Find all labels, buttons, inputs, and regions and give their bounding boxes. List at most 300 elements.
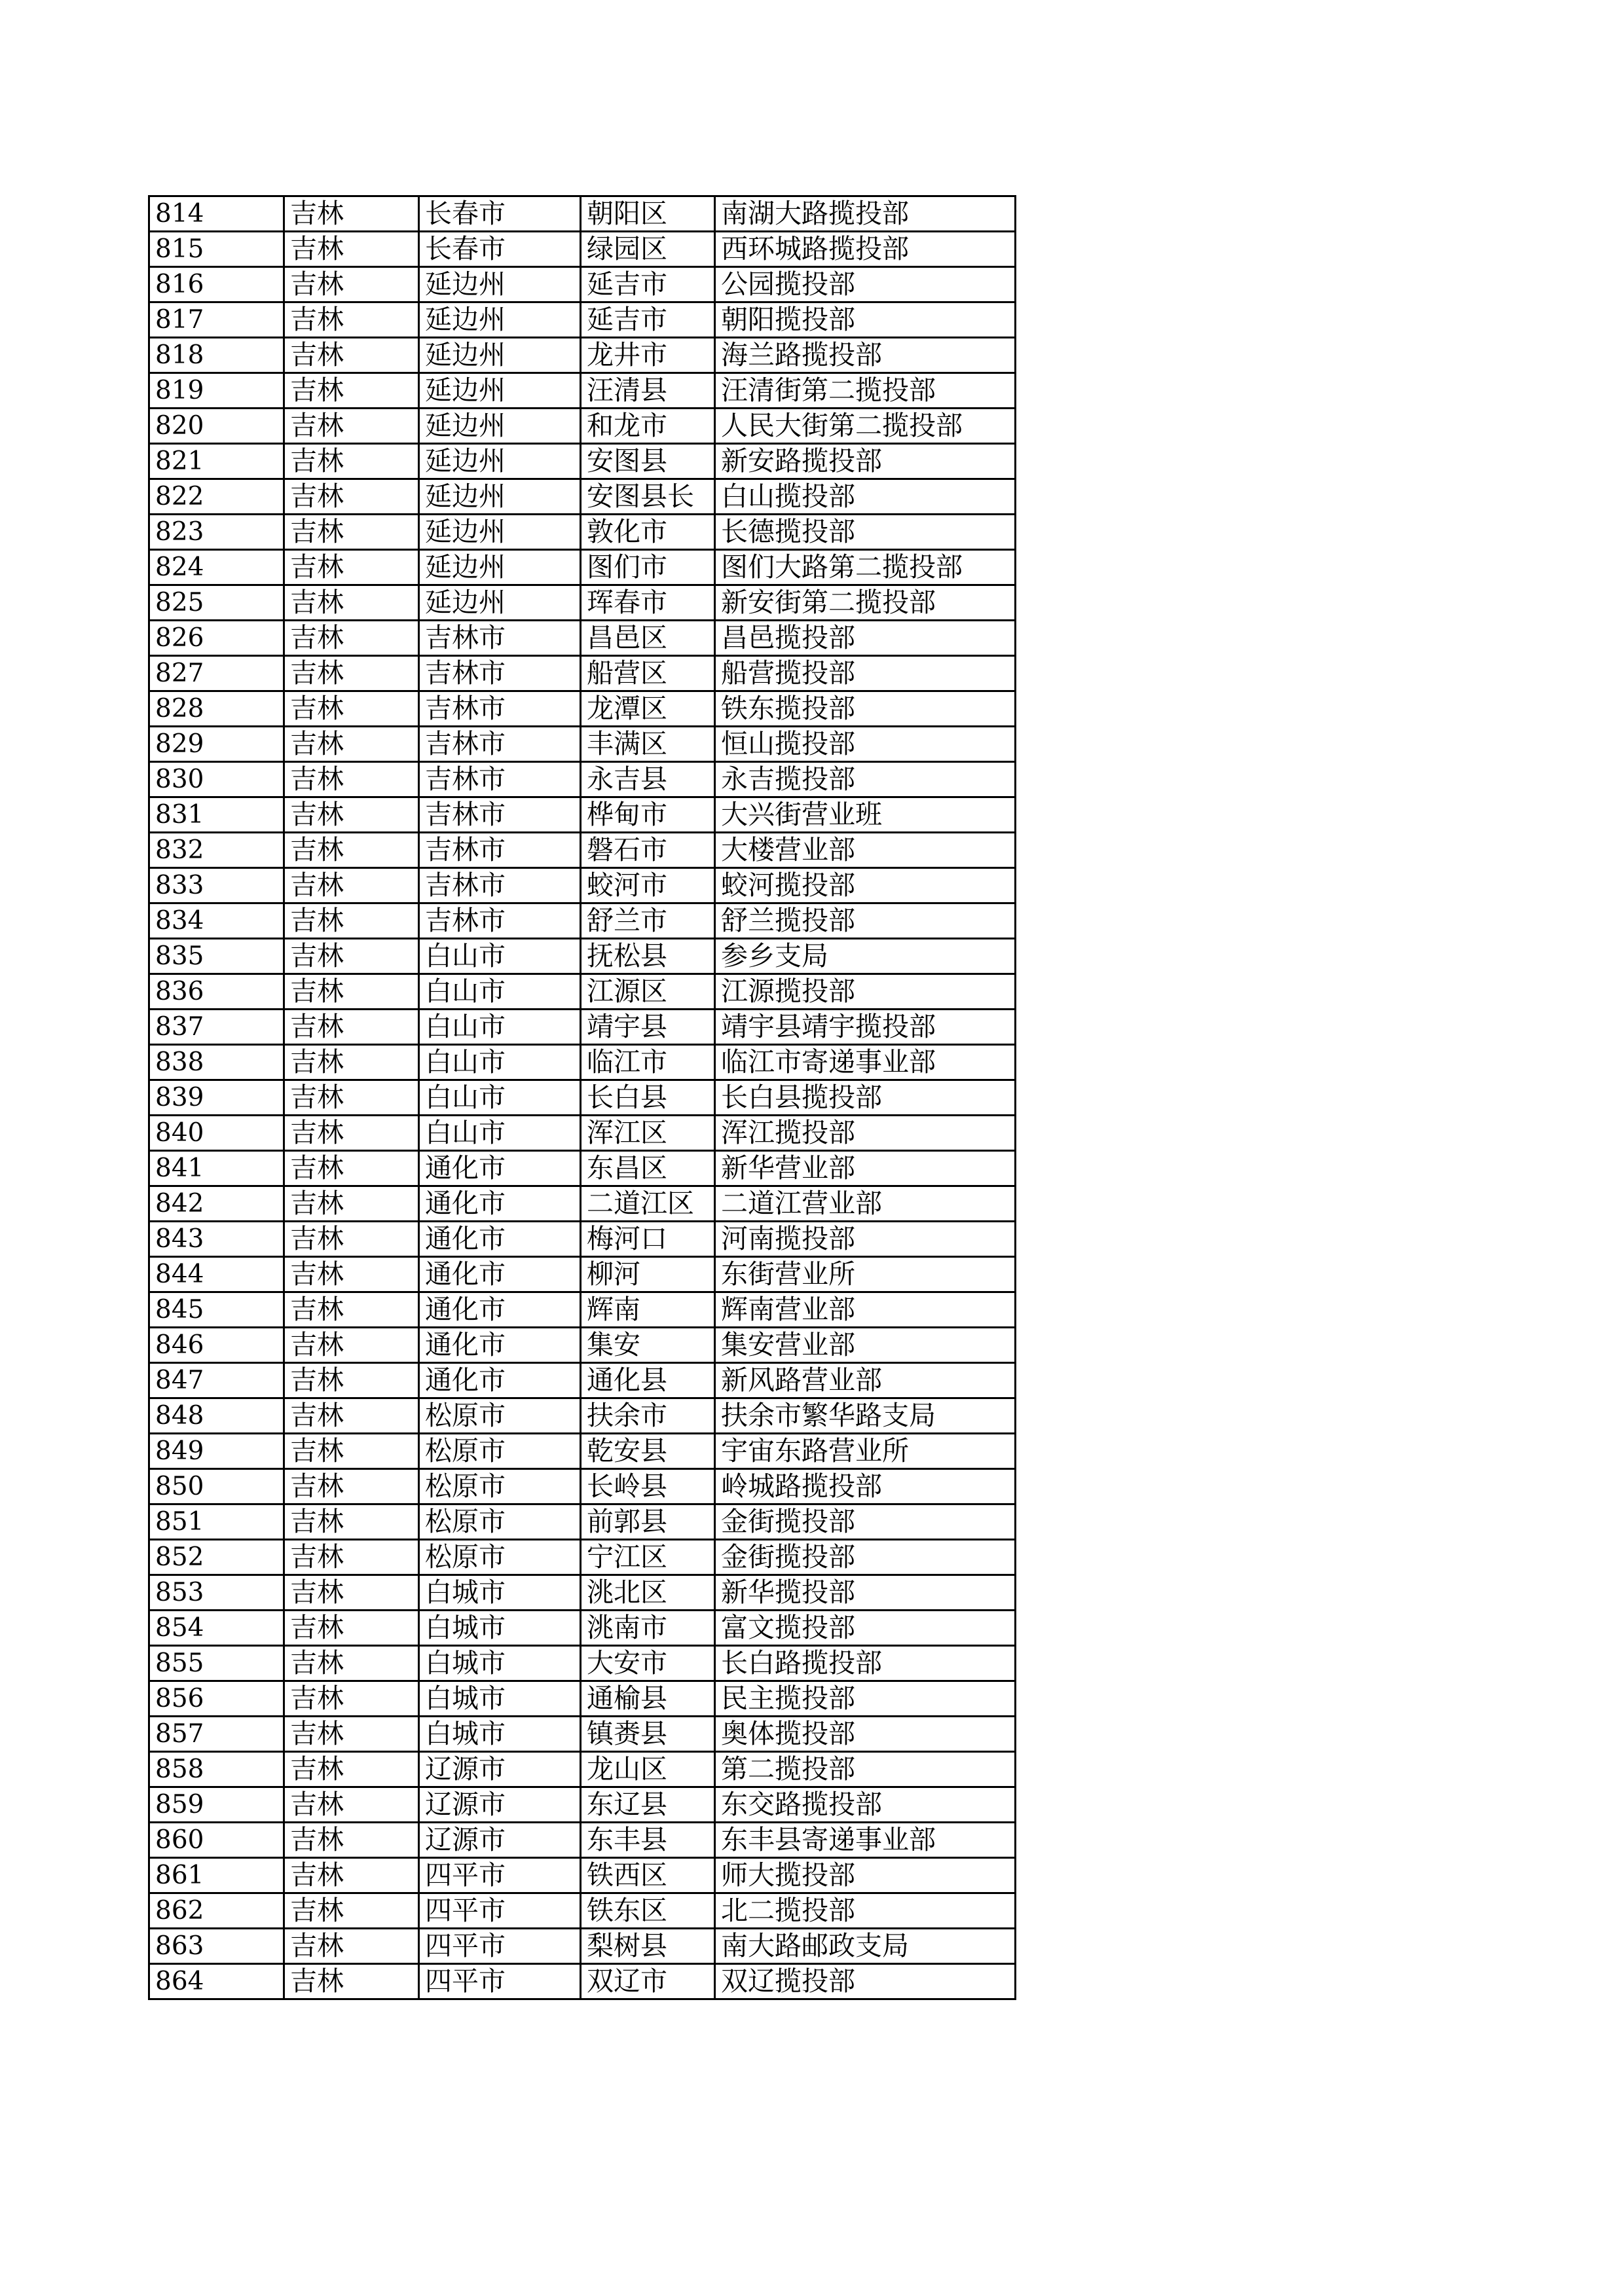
branch-name-cell: 临江市寄递事业部	[715, 1045, 1016, 1080]
row-number-cell: 836	[149, 974, 284, 1010]
district-cell: 浑江区	[581, 1116, 715, 1151]
province-cell: 吉林	[284, 903, 419, 939]
table-row	[149, 939, 1016, 974]
province-cell: 吉林	[284, 833, 419, 868]
branch-name-cell: 西环城路揽投部	[715, 232, 1016, 267]
city-cell: 四平市	[419, 1929, 581, 1964]
city-cell: 吉林市	[419, 727, 581, 762]
table-row	[149, 903, 1016, 939]
province-cell: 吉林	[284, 1469, 419, 1504]
district-cell: 铁东区	[581, 1893, 715, 1929]
province-cell: 吉林	[284, 1257, 419, 1292]
branch-name-cell: 人民大街第二揽投部	[715, 409, 1016, 444]
branch-name-cell: 海兰路揽投部	[715, 338, 1016, 373]
row-number-cell: 831	[149, 797, 284, 833]
city-cell: 延边州	[419, 373, 581, 409]
data-table	[148, 195, 1016, 2000]
row-number-cell: 852	[149, 1540, 284, 1575]
row-number-cell: 857	[149, 1717, 284, 1752]
district-cell: 临江市	[581, 1045, 715, 1080]
city-cell: 通化市	[419, 1292, 581, 1328]
branch-name-cell: 金街揽投部	[715, 1504, 1016, 1540]
province-cell: 吉林	[284, 1398, 419, 1434]
row-number-cell: 843	[149, 1222, 284, 1257]
city-cell: 吉林市	[419, 762, 581, 797]
district-cell: 双辽市	[581, 1964, 715, 1999]
row-number-cell: 841	[149, 1151, 284, 1186]
branch-name-cell: 白山揽投部	[715, 479, 1016, 515]
branch-name-cell: 大楼营业部	[715, 833, 1016, 868]
row-number-cell: 837	[149, 1010, 284, 1045]
branch-name-cell: 双辽揽投部	[715, 1964, 1016, 1999]
branch-name-cell: 公园揽投部	[715, 267, 1016, 302]
city-cell: 松原市	[419, 1398, 581, 1434]
district-cell: 敦化市	[581, 515, 715, 550]
row-number-cell: 815	[149, 232, 284, 267]
row-number-cell: 851	[149, 1504, 284, 1540]
district-cell: 梨树县	[581, 1929, 715, 1964]
city-cell: 通化市	[419, 1257, 581, 1292]
district-cell: 扶余市	[581, 1398, 715, 1434]
district-cell: 延吉市	[581, 302, 715, 338]
province-cell: 吉林	[284, 1964, 419, 1999]
district-cell: 东昌区	[581, 1151, 715, 1186]
table-row	[149, 373, 1016, 409]
branch-name-cell: 金街揽投部	[715, 1540, 1016, 1575]
province-cell: 吉林	[284, 1186, 419, 1222]
city-cell: 白城市	[419, 1611, 581, 1646]
row-number-cell: 848	[149, 1398, 284, 1434]
table-row	[149, 1823, 1016, 1858]
city-cell: 四平市	[419, 1964, 581, 1999]
city-cell: 白山市	[419, 1045, 581, 1080]
city-cell: 白山市	[419, 974, 581, 1010]
table-row	[149, 338, 1016, 373]
district-cell: 昌邑区	[581, 621, 715, 656]
province-cell: 吉林	[284, 1787, 419, 1823]
province-cell: 吉林	[284, 267, 419, 302]
district-cell: 磐石市	[581, 833, 715, 868]
district-cell: 东辽县	[581, 1787, 715, 1823]
branch-name-cell: 岭城路揽投部	[715, 1469, 1016, 1504]
table-row	[149, 479, 1016, 515]
province-cell: 吉林	[284, 409, 419, 444]
branch-name-cell: 汪清街第二揽投部	[715, 373, 1016, 409]
district-cell: 珲春市	[581, 585, 715, 621]
row-number-cell: 854	[149, 1611, 284, 1646]
city-cell: 延边州	[419, 338, 581, 373]
district-cell: 靖宇县	[581, 1010, 715, 1045]
row-number-cell: 824	[149, 550, 284, 585]
row-number-cell: 825	[149, 585, 284, 621]
city-cell: 延边州	[419, 550, 581, 585]
district-cell: 乾安县	[581, 1434, 715, 1469]
province-cell: 吉林	[284, 1823, 419, 1858]
province-cell: 吉林	[284, 585, 419, 621]
table-row	[149, 1186, 1016, 1222]
row-number-cell: 834	[149, 903, 284, 939]
branch-name-cell: 图们大路第二揽投部	[715, 550, 1016, 585]
province-cell: 吉林	[284, 1858, 419, 1893]
province-cell: 吉林	[284, 1929, 419, 1964]
table-row	[149, 1116, 1016, 1151]
table-row	[149, 1010, 1016, 1045]
table-row	[149, 302, 1016, 338]
district-cell: 辉南	[581, 1292, 715, 1328]
province-cell: 吉林	[284, 1363, 419, 1398]
province-cell: 吉林	[284, 1646, 419, 1681]
row-number-cell: 860	[149, 1823, 284, 1858]
table-row	[149, 1575, 1016, 1611]
district-cell: 江源区	[581, 974, 715, 1010]
district-cell: 通化县	[581, 1363, 715, 1398]
table-row	[149, 1045, 1016, 1080]
row-number-cell: 839	[149, 1080, 284, 1116]
city-cell: 白山市	[419, 939, 581, 974]
district-cell: 龙井市	[581, 338, 715, 373]
branch-name-cell: 南湖大路揽投部	[715, 196, 1016, 232]
row-number-cell: 833	[149, 868, 284, 903]
table-row	[149, 1080, 1016, 1116]
branch-name-cell: 舒兰揽投部	[715, 903, 1016, 939]
city-cell: 白城市	[419, 1717, 581, 1752]
province-cell: 吉林	[284, 1752, 419, 1787]
row-number-cell: 864	[149, 1964, 284, 1999]
province-cell: 吉林	[284, 515, 419, 550]
branch-name-cell: 新华营业部	[715, 1151, 1016, 1186]
province-cell: 吉林	[284, 444, 419, 479]
branch-name-cell: 船营揽投部	[715, 656, 1016, 691]
district-cell: 蛟河市	[581, 868, 715, 903]
branch-name-cell: 河南揽投部	[715, 1222, 1016, 1257]
province-cell: 吉林	[284, 797, 419, 833]
table-row	[149, 1858, 1016, 1893]
table-row	[149, 1398, 1016, 1434]
branch-name-cell: 辉南营业部	[715, 1292, 1016, 1328]
district-cell: 宁江区	[581, 1540, 715, 1575]
row-number-cell: 842	[149, 1186, 284, 1222]
row-number-cell: 855	[149, 1646, 284, 1681]
row-number-cell: 828	[149, 691, 284, 727]
branch-name-cell: 宇宙东路营业所	[715, 1434, 1016, 1469]
city-cell: 吉林市	[419, 903, 581, 939]
district-cell: 汪清县	[581, 373, 715, 409]
district-cell: 舒兰市	[581, 903, 715, 939]
row-number-cell: 823	[149, 515, 284, 550]
province-cell: 吉林	[284, 338, 419, 373]
branch-name-cell: 新安街第二揽投部	[715, 585, 1016, 621]
table-row	[149, 1611, 1016, 1646]
province-cell: 吉林	[284, 621, 419, 656]
district-cell: 长白县	[581, 1080, 715, 1116]
district-cell: 抚松县	[581, 939, 715, 974]
city-cell: 通化市	[419, 1363, 581, 1398]
city-cell: 通化市	[419, 1222, 581, 1257]
branch-name-cell: 富文揽投部	[715, 1611, 1016, 1646]
province-cell: 吉林	[284, 1328, 419, 1363]
table-row	[149, 1540, 1016, 1575]
city-cell: 白山市	[419, 1010, 581, 1045]
branch-name-cell: 师大揽投部	[715, 1858, 1016, 1893]
city-cell: 松原市	[419, 1504, 581, 1540]
branch-name-cell: 昌邑揽投部	[715, 621, 1016, 656]
row-number-cell: 818	[149, 338, 284, 373]
city-cell: 长春市	[419, 232, 581, 267]
row-number-cell: 820	[149, 409, 284, 444]
district-cell: 梅河口	[581, 1222, 715, 1257]
district-cell: 图们市	[581, 550, 715, 585]
table-row	[149, 196, 1016, 232]
city-cell: 四平市	[419, 1893, 581, 1929]
table-row	[149, 550, 1016, 585]
row-number-cell: 844	[149, 1257, 284, 1292]
row-number-cell: 847	[149, 1363, 284, 1398]
district-cell: 和龙市	[581, 409, 715, 444]
district-cell: 延吉市	[581, 267, 715, 302]
district-cell: 铁西区	[581, 1858, 715, 1893]
row-number-cell: 816	[149, 267, 284, 302]
branch-name-cell: 恒山揽投部	[715, 727, 1016, 762]
city-cell: 延边州	[419, 585, 581, 621]
table-row	[149, 1717, 1016, 1752]
branch-name-cell: 新风路营业部	[715, 1363, 1016, 1398]
city-cell: 通化市	[419, 1151, 581, 1186]
branch-name-cell: 东街营业所	[715, 1257, 1016, 1292]
city-cell: 吉林市	[419, 621, 581, 656]
province-cell: 吉林	[284, 373, 419, 409]
province-cell: 吉林	[284, 196, 419, 232]
province-cell: 吉林	[284, 1575, 419, 1611]
row-number-cell: 846	[149, 1328, 284, 1363]
row-number-cell: 850	[149, 1469, 284, 1504]
row-number-cell: 822	[149, 479, 284, 515]
province-cell: 吉林	[284, 727, 419, 762]
city-cell: 辽源市	[419, 1787, 581, 1823]
row-number-cell: 819	[149, 373, 284, 409]
city-cell: 延边州	[419, 267, 581, 302]
table-row	[149, 409, 1016, 444]
district-cell: 丰满区	[581, 727, 715, 762]
province-cell: 吉林	[284, 656, 419, 691]
city-cell: 白城市	[419, 1681, 581, 1717]
table-row	[149, 1929, 1016, 1964]
row-number-cell: 814	[149, 196, 284, 232]
city-cell: 吉林市	[419, 797, 581, 833]
district-cell: 柳河	[581, 1257, 715, 1292]
province-cell: 吉林	[284, 550, 419, 585]
district-cell: 安图县长	[581, 479, 715, 515]
table-row	[149, 868, 1016, 903]
province-cell: 吉林	[284, 1611, 419, 1646]
table-row	[149, 1257, 1016, 1292]
row-number-cell: 856	[149, 1681, 284, 1717]
row-number-cell: 835	[149, 939, 284, 974]
province-cell: 吉林	[284, 479, 419, 515]
district-cell: 朝阳区	[581, 196, 715, 232]
row-number-cell: 840	[149, 1116, 284, 1151]
branch-name-cell: 东丰县寄递事业部	[715, 1823, 1016, 1858]
row-number-cell: 830	[149, 762, 284, 797]
table-row	[149, 1646, 1016, 1681]
district-cell: 绿园区	[581, 232, 715, 267]
province-cell: 吉林	[284, 691, 419, 727]
branch-name-cell: 北二揽投部	[715, 1893, 1016, 1929]
branch-name-cell: 参乡支局	[715, 939, 1016, 974]
province-cell: 吉林	[284, 302, 419, 338]
branch-name-cell: 长白县揽投部	[715, 1080, 1016, 1116]
province-cell: 吉林	[284, 762, 419, 797]
row-number-cell: 863	[149, 1929, 284, 1964]
branch-name-cell: 东交路揽投部	[715, 1787, 1016, 1823]
table-row	[149, 797, 1016, 833]
branch-name-cell: 新安路揽投部	[715, 444, 1016, 479]
district-cell: 二道江区	[581, 1186, 715, 1222]
province-cell: 吉林	[284, 1151, 419, 1186]
branch-name-cell: 大兴街营业班	[715, 797, 1016, 833]
province-cell: 吉林	[284, 1893, 419, 1929]
table-row	[149, 515, 1016, 550]
branch-name-cell: 第二揽投部	[715, 1752, 1016, 1787]
row-number-cell: 827	[149, 656, 284, 691]
district-cell: 安图县	[581, 444, 715, 479]
province-cell: 吉林	[284, 868, 419, 903]
district-cell: 龙山区	[581, 1752, 715, 1787]
table-row	[149, 1469, 1016, 1504]
branch-name-cell: 集安营业部	[715, 1328, 1016, 1363]
city-cell: 白城市	[419, 1575, 581, 1611]
row-number-cell: 859	[149, 1787, 284, 1823]
table-row	[149, 762, 1016, 797]
table-row	[149, 1893, 1016, 1929]
table-row	[149, 691, 1016, 727]
city-cell: 延边州	[419, 444, 581, 479]
city-cell: 延边州	[419, 479, 581, 515]
province-cell: 吉林	[284, 939, 419, 974]
table-row	[149, 1504, 1016, 1540]
province-cell: 吉林	[284, 1292, 419, 1328]
table-row	[149, 267, 1016, 302]
province-cell: 吉林	[284, 1045, 419, 1080]
row-number-cell: 826	[149, 621, 284, 656]
branch-name-cell: 南大路邮政支局	[715, 1929, 1016, 1964]
district-cell: 大安市	[581, 1646, 715, 1681]
row-number-cell: 849	[149, 1434, 284, 1469]
province-cell: 吉林	[284, 1116, 419, 1151]
row-number-cell: 862	[149, 1893, 284, 1929]
province-cell: 吉林	[284, 1717, 419, 1752]
table-body	[149, 196, 1016, 1999]
city-cell: 吉林市	[419, 868, 581, 903]
branch-name-cell: 长白路揽投部	[715, 1646, 1016, 1681]
province-cell: 吉林	[284, 1222, 419, 1257]
district-cell: 洮南市	[581, 1611, 715, 1646]
table-row	[149, 833, 1016, 868]
branch-name-cell: 二道江营业部	[715, 1186, 1016, 1222]
district-cell: 东丰县	[581, 1823, 715, 1858]
branch-name-cell: 浑江揽投部	[715, 1116, 1016, 1151]
province-cell: 吉林	[284, 1434, 419, 1469]
branch-name-cell: 扶余市繁华路支局	[715, 1398, 1016, 1434]
district-cell: 桦甸市	[581, 797, 715, 833]
table-row	[149, 1151, 1016, 1186]
branch-name-cell: 江源揽投部	[715, 974, 1016, 1010]
district-cell: 龙潭区	[581, 691, 715, 727]
table-row	[149, 232, 1016, 267]
table-row	[149, 1292, 1016, 1328]
row-number-cell: 838	[149, 1045, 284, 1080]
branch-name-cell: 新华揽投部	[715, 1575, 1016, 1611]
row-number-cell: 821	[149, 444, 284, 479]
row-number-cell: 817	[149, 302, 284, 338]
table-row	[149, 1363, 1016, 1398]
branch-name-cell: 长德揽投部	[715, 515, 1016, 550]
branch-name-cell: 永吉揽投部	[715, 762, 1016, 797]
city-cell: 松原市	[419, 1469, 581, 1504]
city-cell: 吉林市	[419, 691, 581, 727]
row-number-cell: 829	[149, 727, 284, 762]
branch-name-cell: 蛟河揽投部	[715, 868, 1016, 903]
district-cell: 永吉县	[581, 762, 715, 797]
city-cell: 通化市	[419, 1186, 581, 1222]
city-cell: 白山市	[419, 1080, 581, 1116]
district-cell: 镇赉县	[581, 1717, 715, 1752]
city-cell: 松原市	[419, 1540, 581, 1575]
branch-name-cell: 铁东揽投部	[715, 691, 1016, 727]
branch-name-cell: 民主揽投部	[715, 1681, 1016, 1717]
district-cell: 集安	[581, 1328, 715, 1363]
table-row	[149, 1434, 1016, 1469]
branch-name-cell: 靖宇县靖宇揽投部	[715, 1010, 1016, 1045]
district-cell: 洮北区	[581, 1575, 715, 1611]
table-row	[149, 1787, 1016, 1823]
city-cell: 白城市	[419, 1646, 581, 1681]
branch-name-cell: 朝阳揽投部	[715, 302, 1016, 338]
district-cell: 船营区	[581, 656, 715, 691]
row-number-cell: 861	[149, 1858, 284, 1893]
province-cell: 吉林	[284, 232, 419, 267]
table-row	[149, 1328, 1016, 1363]
row-number-cell: 853	[149, 1575, 284, 1611]
city-cell: 四平市	[419, 1858, 581, 1893]
table-row	[149, 727, 1016, 762]
table-row	[149, 656, 1016, 691]
city-cell: 延边州	[419, 409, 581, 444]
district-cell: 长岭县	[581, 1469, 715, 1504]
city-cell: 通化市	[419, 1328, 581, 1363]
province-cell: 吉林	[284, 1504, 419, 1540]
province-cell: 吉林	[284, 1681, 419, 1717]
city-cell: 吉林市	[419, 656, 581, 691]
table-row	[149, 1222, 1016, 1257]
branch-name-cell: 奥体揽投部	[715, 1717, 1016, 1752]
table-row	[149, 444, 1016, 479]
province-cell: 吉林	[284, 1010, 419, 1045]
table-row	[149, 1964, 1016, 1999]
city-cell: 白山市	[419, 1116, 581, 1151]
province-cell: 吉林	[284, 974, 419, 1010]
city-cell: 长春市	[419, 196, 581, 232]
city-cell: 松原市	[419, 1434, 581, 1469]
table-row	[149, 621, 1016, 656]
city-cell: 辽源市	[419, 1752, 581, 1787]
table-row	[149, 974, 1016, 1010]
row-number-cell: 858	[149, 1752, 284, 1787]
district-cell: 前郭县	[581, 1504, 715, 1540]
table-row	[149, 1752, 1016, 1787]
province-cell: 吉林	[284, 1540, 419, 1575]
district-cell: 通榆县	[581, 1681, 715, 1717]
province-cell: 吉林	[284, 1080, 419, 1116]
